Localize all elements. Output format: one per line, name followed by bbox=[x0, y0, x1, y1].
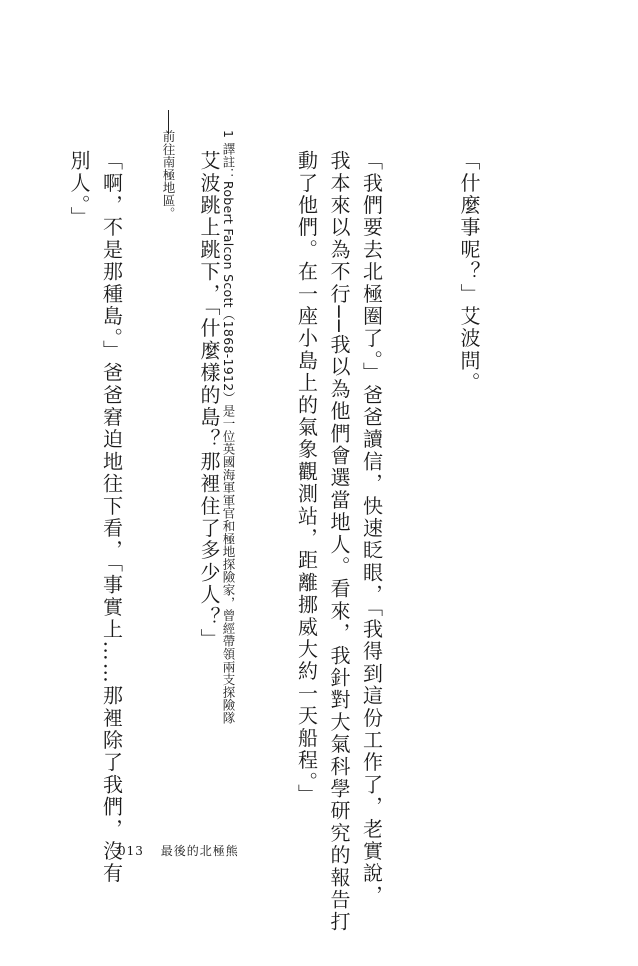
page-footer bbox=[118, 842, 239, 859]
footnote bbox=[118, 130, 278, 725]
paragraph: 「啊，不是那種島。」爸爸窘迫地往下看，「事實上……那裡除了我們，沒有 別人。」 bbox=[67, 150, 124, 885]
page-number: 013 bbox=[118, 844, 144, 858]
footnote-line: 前往南極地區。 bbox=[161, 130, 176, 220]
footnote-line: 1 譯註：Robert Falcon Scott（1868-1912）是一位英國海軍軍官和極地探險家，曾經帶領兩支探險隊 bbox=[221, 130, 236, 725]
running-title: 最後的北極熊 bbox=[160, 844, 239, 858]
paragraph: 「什麼事呢？」艾波問。 bbox=[457, 150, 481, 395]
paragraph: 艾波跳上跳下，「什麼樣的島？那裡住了多少人？」 bbox=[197, 150, 221, 651]
paragraph: 「我們要去北極圈了。」爸爸讀信，快速眨眼，「我得到這份工作了，老實說， 我本來以為不行──我以為他們會選當地人。看來，我針對大氣科學研究的報告打 動了他們。在一座小島上的氣象觀測站，距離挪威大約一天船程。」 bbox=[294, 150, 384, 934]
